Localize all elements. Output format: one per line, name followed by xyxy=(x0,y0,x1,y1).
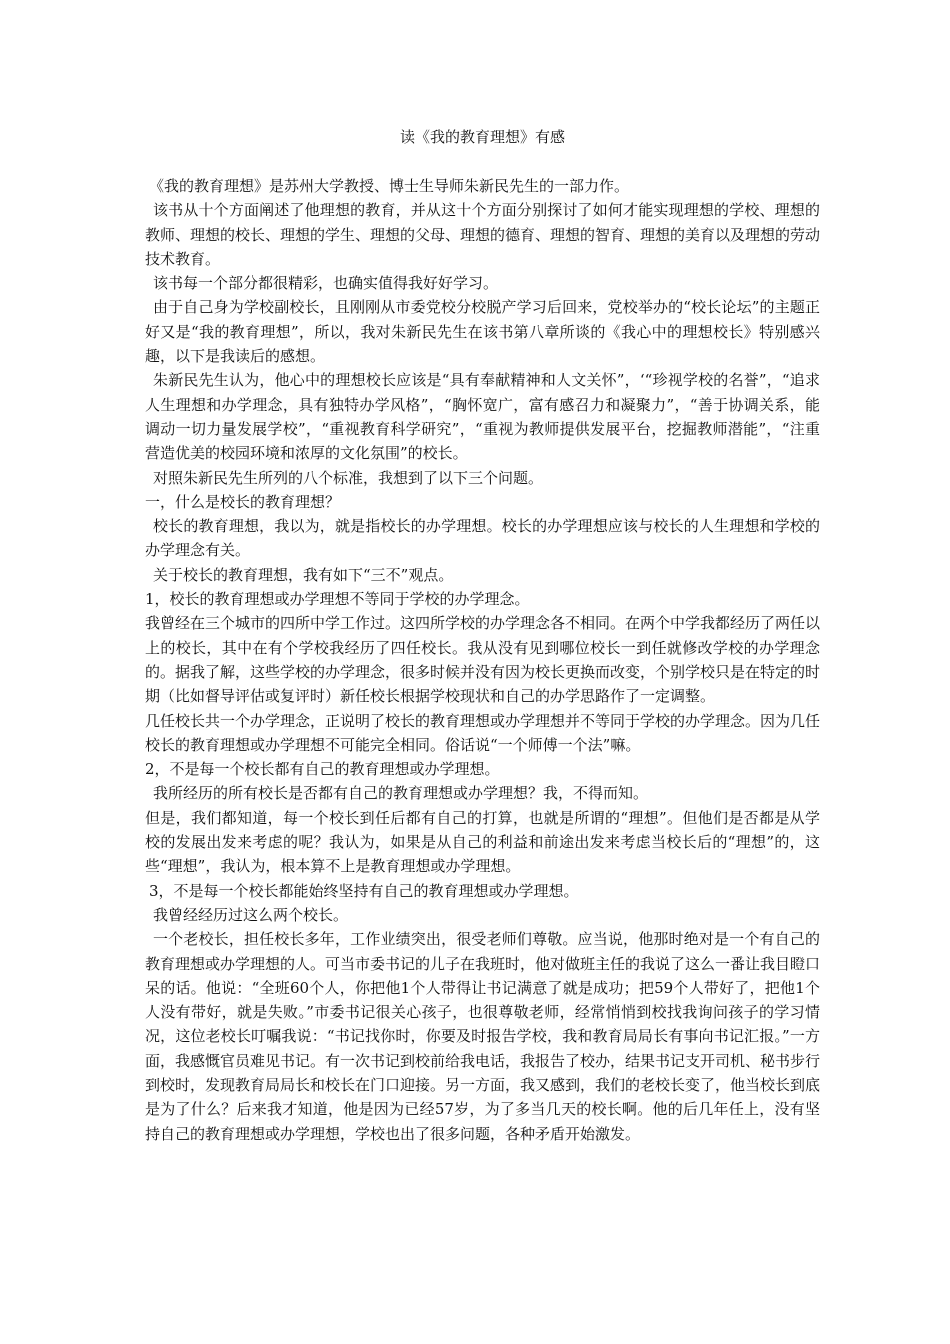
paragraph-unknown: 我所经历的所有校长是否都有自己的教育理想或办学理想？我，不得而知。 xyxy=(153,784,649,803)
paragraph-worth-learning: 该书每一个部分都很精彩，也确实值得我好好学习。 xyxy=(153,274,499,293)
document-body xyxy=(145,174,820,1146)
paragraph-experience: 我曾经在三个城市的四所中学工作过。这四所学校的办学理念各不相同。在两个中学我都经历了两任以上的校长，其中在有个学校我经历了四任校长。我从没有见到哪位校长一到任就修改学校的办学理念的。据我了解，这些学校的办学理念，很多时候并没有因为校长更换而改变，个别学校只是在特定的时期（比如督导评估或复评时）新任校长根据学校现状和自己的办学思路作了一定调整。 xyxy=(145,614,821,706)
document-page xyxy=(145,0,820,1344)
paragraph-definition: 校长的教育理想，我以为，就是指校长的办学理想。校长的办学理想应该与校长的人生理想和学校的办学理念有关。 xyxy=(145,517,820,560)
paragraph-two-principals: 我曾经经历过这么两个校长。 xyxy=(153,905,349,924)
section-heading-1: 一，什么是校长的教育理想？ xyxy=(145,492,341,511)
paragraph-three-questions: 对照朱新民先生所列的八个标准，我想到了以下三个问题。 xyxy=(153,468,544,487)
paragraph-three-nots: 关于校长的教育理想，我有如下“三不”观点。 xyxy=(153,565,454,584)
point-heading-2: 2，不是每一个校长都有自己的教育理想或办学理想。 xyxy=(145,760,500,779)
paragraph-intro: 《我的教育理想》是苏州大学教授、博士生导师朱新民先生的一部力作。 xyxy=(149,177,630,195)
paragraph-eight-standards: 朱新民先生认为，他心中的理想校长应该是“具有奉献精神和人文关怀”，‘“珍视学校的名誉”，“追求人生理想和办学理念，具有独特办学风格”，“胸怀宽广，富有感召力和凝聚力”，“善于协调关系，能调动一切力量发展学校”，“重视教育科学研究”，“重视为教师提供发展平台，挖掘教师潜能”，“注重营造优美的校园环境和浓厚的文化氛围”的校长。 xyxy=(145,371,820,463)
paragraph-old-principal-story: 一个老校长，担任校长多年，工作业绩突出，很受老师们尊敬。应当说，他那时绝对是一个有自己的教育理想或办学理想的人。可当市委书记的儿子在我班时，他对做班主任的我说了这么一番让我目瞪口呆的话。他说：“全班60个人，你把他1个人带得让书记满意了就是成功；把59个人带好了，把他1个人没有带好，就是失败。”市委书记很关心孩子，也很尊敬老师，经常悄悄到校找我询问孩子的学习情况，这位老校长叮嘱我说：“书记找你时，你要及时报告学校，我和教育局局长有事向书记汇报。”一方面，我感慨官员难见书记。有一次书记到校前给我电话，我报告了校办，结果书记支开司机、秘书步行到校时，发现教育局局长和校长在门口迎接。另一方面，我又感到，我们的老校长变了，他当校长到底是为了什么？后来我才知道，他是因为已经57岁，为了多当几天的校长啊。他的后几年任上，没有坚持自己的教育理想或办学理想，学校也出了很多问题，各种矛盾开始激发。 xyxy=(145,930,821,1143)
paragraph-book-overview: 该书从十个方面阐述了他理想的教育，并从这十个方面分别探讨了如何才能实现理想的学校、理想的教师、理想的校长、理想的学生、理想的父母、理想的德育、理想的智育、理想的美育以及理想的劳动技术教育。 xyxy=(145,201,821,268)
point-heading-3: 3，不是每一个校长都能始终坚持有自己的教育理想或办学理想。 xyxy=(149,881,579,900)
paragraph-background: 由于自己身为学校副校长，且刚刚从市委党校分校脱产学习后回来，党校举办的“校长论坛”的主题正好又是“我的教育理想”，所以，我对朱新民先生在该书第八章所谈的《我心中的理想校长》特别感兴趣，以下是我读后的感想。 xyxy=(145,298,820,366)
point-heading-1: 1，校长的教育理想或办学理想不等同于学校的办学理念。 xyxy=(145,590,530,609)
paragraph-so-called-ideals: 但是，我们都知道，每一个校长到任后都有自己的打算，也就是所谓的“理想”。但他们是否都是从学校的发展出发来考虑的呢？我认为，如果是从自己的利益和前途出发来考虑当校长后的“理想”的，这些“理想”，我认为，根本算不上是教育理想或办学理想。 xyxy=(145,808,820,876)
paragraph-shared-philosophy: 几任校长共一个办学理念，正说明了校长的教育理想或办学理想并不等同于学校的办学理念。因为几任校长的教育理想或办学理想不可能完全相同。俗话说“一个师傅一个法”嘛。 xyxy=(145,711,821,754)
document-title: 读《我的教育理想》有感 xyxy=(399,128,565,146)
